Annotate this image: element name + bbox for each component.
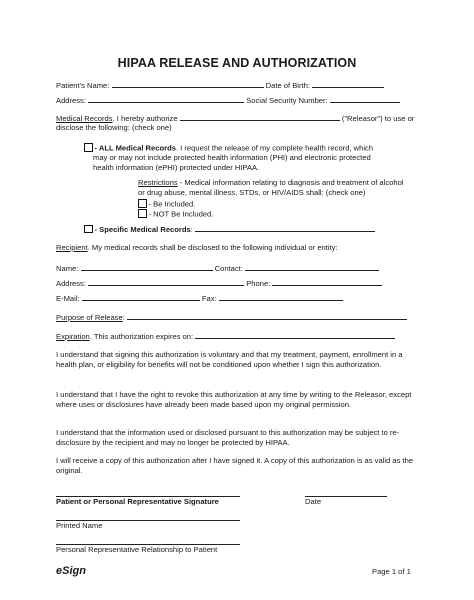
recipient-phone-field[interactable] xyxy=(272,278,382,286)
specific-records-colon: : xyxy=(190,225,193,234)
medical-records-text-b: ("Releasor") to use or xyxy=(341,114,415,123)
expiration-heading: Expiration xyxy=(56,332,90,341)
medical-records-heading: Medical Records xyxy=(56,114,113,123)
date-label: Date xyxy=(305,497,322,506)
patient-address-row xyxy=(56,95,400,106)
recipient-name-row xyxy=(56,263,379,274)
printed-name-field[interactable] xyxy=(56,512,240,521)
purpose-field[interactable] xyxy=(127,312,407,320)
printed-name-label: Printed Name xyxy=(56,521,103,530)
dob-label: Date of Birth: xyxy=(265,81,310,90)
not-included-checkbox[interactable] xyxy=(138,209,147,218)
restrictions-text-1: - Medical information relating to diagnosis and treatment of alcohol xyxy=(177,178,404,187)
restrictions-text-2: or drug abuse, mental illness, STDs, or HIV/AIDS shall: (check one) xyxy=(138,188,366,197)
recipient-email-field[interactable] xyxy=(82,293,200,301)
specific-records-field[interactable] xyxy=(195,224,375,232)
recipient-text: . My medical records shall be disclosed to the following individual or entity: xyxy=(87,243,338,252)
relationship-label: Personal Representative Relationship to Patient xyxy=(56,545,218,554)
purpose-row xyxy=(56,312,407,323)
medical-records-text-c: disclose the following: (check one) xyxy=(56,123,172,132)
medical-records-text-a: . I hereby authorize xyxy=(112,114,178,123)
releasor-field[interactable] xyxy=(180,113,340,121)
not-included-label: - NOT Be Included. xyxy=(148,209,214,219)
patient-name-label: Patient's Name: xyxy=(56,81,110,90)
patient-address-field[interactable] xyxy=(88,95,244,103)
recipient-phone-label: Phone: xyxy=(246,279,271,288)
recipient-contact-field[interactable] xyxy=(245,263,379,271)
be-included-label: - Be Included. xyxy=(148,199,196,209)
recipient-email-row xyxy=(56,293,343,304)
purpose-label: Purpose of Release xyxy=(56,313,123,322)
recipient-fax-label: Fax: xyxy=(201,294,217,303)
recipient-heading: Recipient xyxy=(56,243,88,252)
recipient-contact-label: Contact: xyxy=(214,264,243,273)
date-field[interactable] xyxy=(305,488,387,497)
document-title: HIPAA RELEASE AND AUTHORIZATION xyxy=(117,56,357,70)
be-included-row xyxy=(138,199,195,209)
voluntary-paragraph: I understand that signing this authorization is voluntary and that my treatment, payment, enrollment in a health plan, or eligibility for benefits will not be conditioned upon whether I sign this authorization. xyxy=(56,350,403,369)
dob-field[interactable] xyxy=(312,80,384,88)
patient-name-field[interactable] xyxy=(112,80,264,88)
page-number: Page 1 of 1 xyxy=(372,567,411,576)
recipient-row xyxy=(56,243,338,253)
be-included-checkbox[interactable] xyxy=(138,199,147,208)
signature-field[interactable] xyxy=(56,488,240,497)
patient-name-row xyxy=(56,80,384,91)
relationship-field[interactable] xyxy=(56,536,240,545)
recipient-email-label: E-Mail: xyxy=(56,294,80,303)
recipient-fax-field[interactable] xyxy=(219,293,343,301)
esign-logo: eSign xyxy=(56,565,86,577)
expiration-field[interactable] xyxy=(195,331,395,339)
restrictions-heading: Restrictions xyxy=(138,178,178,187)
specific-records-checkbox[interactable] xyxy=(84,225,93,234)
all-records-row xyxy=(84,143,373,153)
copy-paragraph: I will receive a copy of this authorization after I have signed it. A copy of this authorization is as valid as the original. xyxy=(56,456,414,475)
recipient-name-field[interactable] xyxy=(81,263,213,271)
recipient-address-field[interactable] xyxy=(88,278,244,286)
all-records-text-1: . I request the release of my complete health record, which xyxy=(175,143,374,153)
ssn-field[interactable] xyxy=(330,95,400,103)
ssn-label: Social Security Number: xyxy=(246,96,328,105)
restrictions-row xyxy=(138,178,404,188)
all-records-checkbox[interactable] xyxy=(84,143,93,152)
specific-records-row xyxy=(84,224,375,235)
redisclosure-paragraph: I understand that the information used or disclosed pursuant to this authorization may be subject to re-disclosure by the recipient and may no longer be protected by HIPAA. xyxy=(56,428,400,447)
patient-address-label: Address: xyxy=(56,96,86,105)
purpose-colon: : xyxy=(122,313,125,322)
recipient-address-label: Address: xyxy=(56,279,86,288)
recipient-address-row xyxy=(56,278,382,289)
all-records-text-3: health information (ePHI) protected under HIPAA. xyxy=(93,163,260,172)
all-records-label: - ALL Medical Records xyxy=(94,143,176,153)
signature-label: Patient or Personal Representative Signature xyxy=(56,497,219,506)
expiration-row xyxy=(56,331,395,342)
expiration-text: . This authorization expires on: xyxy=(89,332,194,341)
not-included-row xyxy=(138,209,213,219)
revoke-paragraph: I understand that I have the right to revoke this authorization at any time by writing to the Releasor, except where uses or disclosures have already been made based upon my original permission. xyxy=(56,390,412,409)
specific-records-label: - Specific Medical Records xyxy=(94,225,191,234)
all-records-text-2: may or may not include protected health information (PHI) and electronic protected xyxy=(93,153,371,162)
recipient-name-label: Name: xyxy=(56,264,79,273)
